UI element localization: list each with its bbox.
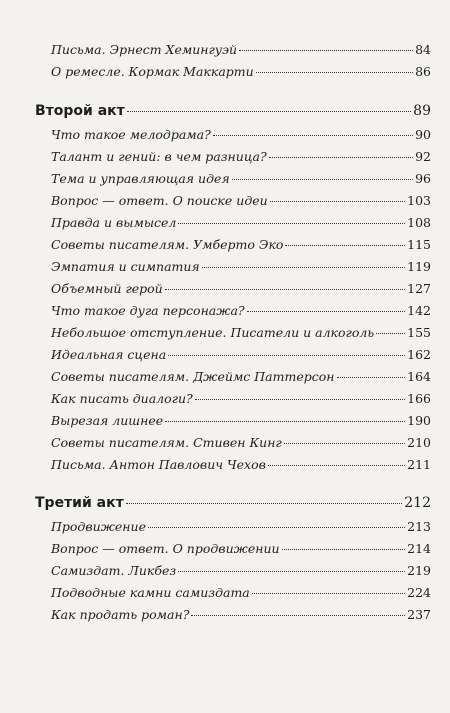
toc-entry <box>51 541 431 557</box>
toc-entry-title: Талант и гений: в чем разница? <box>51 149 267 164</box>
toc-entry-title: Что такое дуга персонажа? <box>51 303 245 318</box>
toc-entry <box>51 303 431 319</box>
toc-entry-page: 90 <box>415 127 431 142</box>
toc-entry <box>51 413 431 429</box>
toc-entry-title: Письма. Антон Павлович Чехов <box>51 457 266 472</box>
dot-leader <box>178 223 405 224</box>
dot-leader <box>232 179 413 180</box>
toc-entry-page: 103 <box>407 193 431 208</box>
dot-leader <box>202 267 405 268</box>
toc-entry-title: Советы писателям. Стивен Кинг <box>51 435 282 450</box>
dot-leader <box>269 157 413 158</box>
toc-entry <box>51 237 431 253</box>
toc-entry <box>51 259 431 275</box>
toc-entry <box>51 42 431 58</box>
toc-entry-title: Идеальная сцена <box>51 347 167 362</box>
toc-entry <box>51 281 431 297</box>
toc-entry <box>51 435 431 451</box>
dot-leader <box>256 72 413 73</box>
toc-part-heading <box>35 495 431 511</box>
toc-entry-title: Самиздат. Ликбез <box>51 563 177 578</box>
toc-entry-title: Небольшое отступление. Писатели и алкоголь <box>51 325 375 340</box>
toc-entry-page: 119 <box>407 259 431 274</box>
dot-leader <box>252 593 405 594</box>
dot-leader <box>337 377 406 378</box>
dot-leader <box>239 50 413 51</box>
toc-entry-title: Правда и вымысел <box>51 215 177 230</box>
toc-entry <box>51 127 431 143</box>
toc-entry-page: 211 <box>407 457 431 472</box>
toc-entry <box>51 391 431 407</box>
toc-entry-page: 190 <box>407 413 431 428</box>
toc-entry <box>51 457 431 473</box>
toc-entry <box>51 149 431 165</box>
toc-entry-title: Эмпатия и симпатия <box>51 259 200 274</box>
toc-entry-page: 86 <box>415 64 431 79</box>
dot-leader <box>213 135 413 136</box>
toc-entry-title: Вопрос — ответ. О продвижении <box>51 541 280 556</box>
toc-part-page: 212 <box>404 495 431 511</box>
toc-entry <box>51 519 431 535</box>
dot-leader <box>195 399 405 400</box>
dot-leader <box>165 289 405 290</box>
toc-entry-page: 108 <box>407 215 431 230</box>
toc-entry-title: Тема и управляющая идея <box>51 171 230 186</box>
toc-entry-page: 237 <box>407 607 431 622</box>
toc-entry <box>51 215 431 231</box>
dot-leader <box>270 201 405 202</box>
dot-leader <box>127 111 411 112</box>
dot-leader <box>282 549 406 550</box>
toc-entry-page: 127 <box>407 281 431 296</box>
toc-entry-page: 219 <box>407 563 431 578</box>
toc-entry <box>51 369 431 385</box>
toc-entry-title: Советы писателям. Джеймс Паттерсон <box>51 369 335 384</box>
toc-entry-title: Вырезая лишнее <box>51 413 164 428</box>
toc-entry <box>51 325 431 341</box>
toc-entry <box>51 607 431 623</box>
toc-entry-title: Вопрос — ответ. О поиске идеи <box>51 193 268 208</box>
toc-entry-page: 92 <box>415 149 431 164</box>
toc-entry <box>51 64 431 80</box>
toc-entry-page: 210 <box>407 435 431 450</box>
toc-entry-page: 84 <box>415 42 431 57</box>
toc-entry-title: О ремесле. Кормак Маккарти <box>51 64 254 79</box>
toc-entry <box>51 563 431 579</box>
toc-part-title: Третий акт <box>35 495 124 511</box>
toc-part-page: 89 <box>413 103 431 119</box>
toc-part-heading <box>35 103 431 119</box>
toc-entry-title: Как писать диалоги? <box>51 391 193 406</box>
toc-entry-page: 155 <box>407 325 431 340</box>
dot-leader <box>376 333 405 334</box>
dot-leader <box>191 615 405 616</box>
dot-leader <box>168 355 405 356</box>
toc-entry-page: 142 <box>407 303 431 318</box>
toc-entry-page: 162 <box>407 347 431 362</box>
dot-leader <box>268 465 405 466</box>
toc-entry-page: 166 <box>407 391 431 406</box>
toc-entry-page: 115 <box>407 237 431 252</box>
toc-entry-title: Как продать роман? <box>51 607 190 622</box>
toc-entry-title: Подводные камни самиздата <box>51 585 250 600</box>
dot-leader <box>285 245 405 246</box>
toc-entry-title: Продвижение <box>51 519 146 534</box>
dot-leader <box>126 503 403 504</box>
toc-entry-page: 164 <box>407 369 431 384</box>
dot-leader <box>247 311 406 312</box>
dot-leader <box>178 571 405 572</box>
toc-entry-title: Советы писателям. Умберто Эко <box>51 237 284 252</box>
toc-entry <box>51 193 431 209</box>
toc-entry-page: 224 <box>407 585 431 600</box>
toc-entry <box>51 585 431 601</box>
dot-leader <box>284 443 405 444</box>
toc-entry-page: 213 <box>407 519 431 534</box>
toc-part-title: Второй акт <box>35 103 125 119</box>
toc-entry-title: Письма. Эрнест Хемингуэй <box>51 42 238 57</box>
toc-entry-title: Объемный герой <box>51 281 163 296</box>
dot-leader <box>148 527 405 528</box>
toc-entry <box>51 171 431 187</box>
dot-leader <box>165 421 405 422</box>
toc-entry-page: 214 <box>407 541 431 556</box>
toc-entry <box>51 347 431 363</box>
toc-entry-title: Что такое мелодрама? <box>51 127 211 142</box>
toc-entry-page: 96 <box>415 171 431 186</box>
